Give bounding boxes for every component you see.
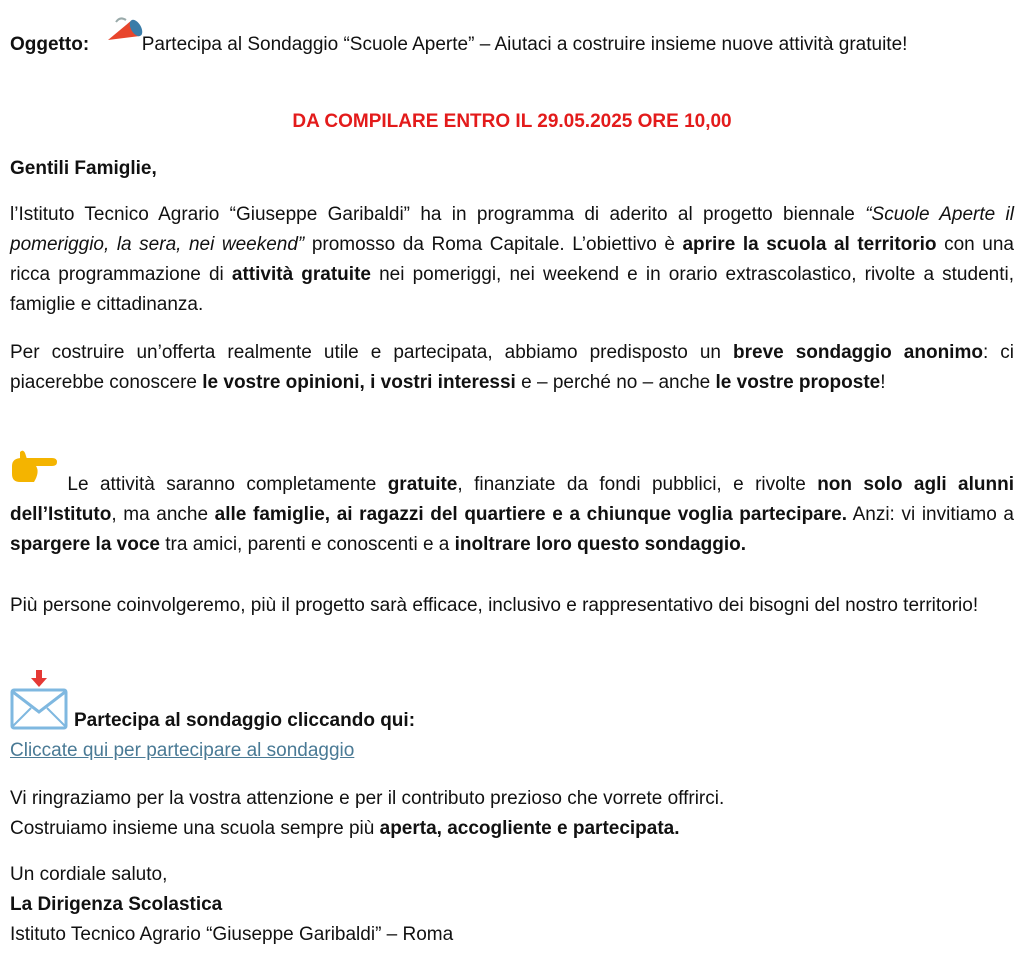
emphasis: inoltrare loro questo sondaggio. <box>454 534 746 555</box>
deadline-notice: DA COMPILARE ENTRO IL 29.05.2025 ORE 10,00 <box>292 111 732 132</box>
text: tra amici, parenti e conoscenti e a <box>159 534 455 555</box>
text: Per costruire un’offerta realmente utile e partecipata, abbiamo predisposto un <box>10 342 733 363</box>
emphasis: le vostre proposte <box>715 372 881 393</box>
thanks-line: Vi ringraziamo per la vostra attenzione e per il contributo prezioso che vorrete offrirci. <box>10 788 725 809</box>
thanks-section <box>10 784 1014 844</box>
emphasis: le vostre opinioni, i vostri interessi <box>202 372 516 393</box>
text: l’Istituto Tecnico Agrario “Giuseppe Garibaldi” ha in programma di aderito al progetto biennale <box>10 204 866 225</box>
subject-text: Partecipa al Sondaggio “Scuole Aperte” – Aiutaci a costruire insieme nuove attività gratuite! <box>141 34 908 55</box>
greeting <box>10 154 157 184</box>
email-subject <box>10 30 1014 60</box>
paragraph-survey <box>10 338 1014 398</box>
closing-section <box>10 860 453 950</box>
survey-cta-label: Partecipa al sondaggio cliccando qui: <box>74 710 416 731</box>
emphasis: gratuite <box>387 474 458 495</box>
emphasis: spargere la voce <box>10 534 160 555</box>
text: ! <box>880 372 886 393</box>
paragraph-free-activities <box>10 470 1014 560</box>
paragraph-impact: Più persone coinvolgeremo, più il progetto sarà efficace, inclusivo e rappresentativo dei bisogni del nostro territorio! <box>10 595 979 616</box>
emphasis: aprire la scuola al territorio <box>682 234 937 255</box>
text: Anzi: vi invitiamo a <box>847 504 1014 525</box>
text: promosso da Roma Capitale. L’obiettivo è <box>304 234 683 255</box>
emphasis: attività gratuite <box>231 264 371 285</box>
text: , ma anche <box>111 504 215 525</box>
thanks-line-2 <box>10 814 1014 844</box>
salutation: Un cordiale saluto, <box>10 864 168 885</box>
signature-text: La Dirigenza Scolastica <box>10 894 223 915</box>
emphasis: aperta, accogliente e partecipata. <box>379 818 680 839</box>
greeting-text: Gentili Famiglie, <box>10 158 157 179</box>
text: : ci piacerebbe conoscere <box>10 342 1014 393</box>
paragraph-intro <box>10 200 1014 320</box>
envelope-arrow-icon <box>10 668 68 730</box>
institution: Istituto Tecnico Agrario “Giuseppe Garibaldi” – Roma <box>10 924 454 945</box>
project-name: “Scuole Aperte il pomeriggio, la sera, nei weekend” <box>10 204 1014 255</box>
text: con una ricca programmazione di <box>10 234 1014 285</box>
survey-link[interactable]: Cliccate qui per partecipare al sondaggio <box>10 740 355 761</box>
signature <box>10 890 453 920</box>
emphasis: alle famiglie, ai ragazzi del quartiere e a chiunque voglia partecipare. <box>214 504 847 525</box>
emphasis: breve sondaggio anonimo <box>733 342 983 363</box>
text: Le attività saranno completamente <box>56 474 388 495</box>
text: Costruiamo insieme una scuola sempre più <box>10 818 380 839</box>
text: e – perché no – anche <box>515 372 716 393</box>
text: , finanziate da fondi pubblici, e rivolte <box>457 474 818 495</box>
subject-label: Oggetto: <box>10 34 90 55</box>
text: nei pomeriggi, nei weekend e in orario extrascolastico, rivolte a studenti, famiglie e cittadinanza. <box>10 264 1014 315</box>
emphasis: non solo agli alunni dell’Istituto <box>10 474 1014 525</box>
